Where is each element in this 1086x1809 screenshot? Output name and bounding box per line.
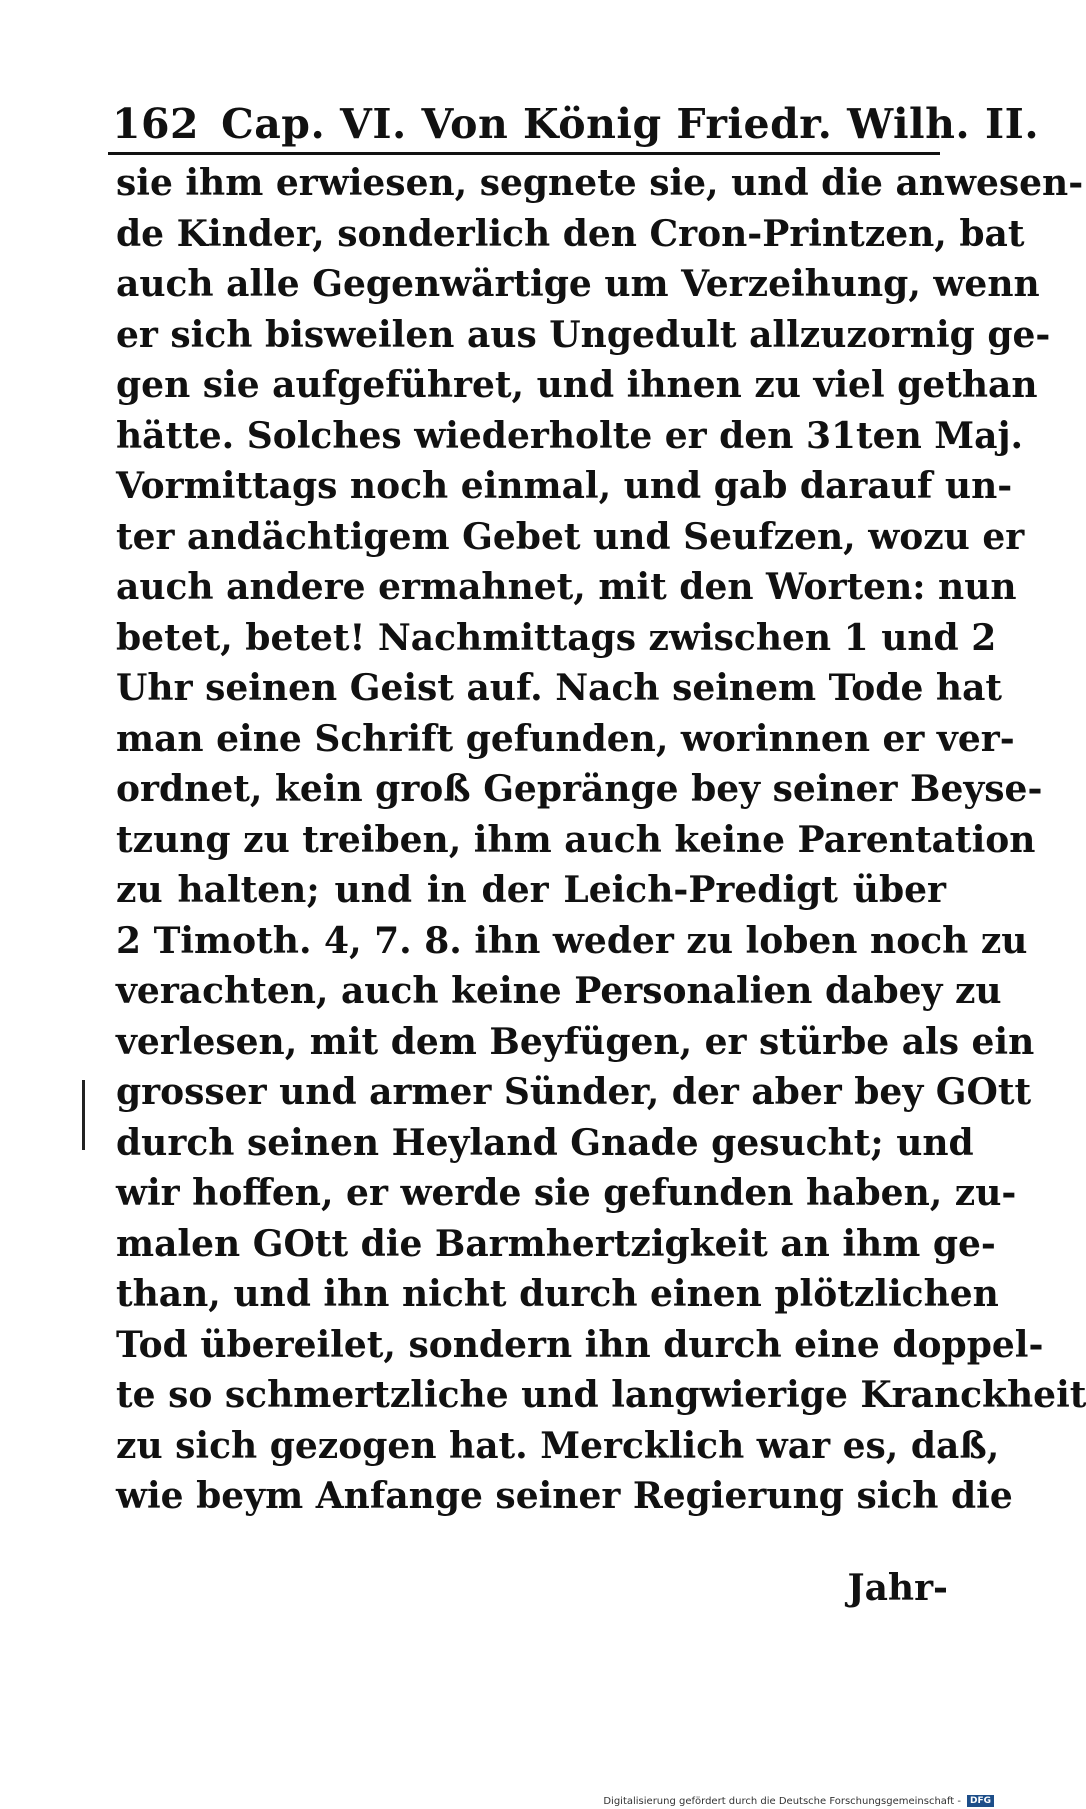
text-line: betet, betet! Nachmittags zwischen 1 und 2 — [116, 616, 997, 659]
text-line: er sich bisweilen aus Ungedult allzuzornig ge- — [116, 313, 1051, 356]
text-line: ordnet, kein groß Gepränge bey seiner Beyse- — [116, 768, 1043, 810]
text-line: man eine Schrift gefunden, worinnen er ver- — [116, 717, 1015, 760]
text-line: than, und ihn nicht durch einen plötzlichen — [116, 1273, 999, 1315]
text-line: zu halten; und in der Leich-Predigt über — [116, 869, 946, 911]
text-line: auch andere ermahnet, mit den Worten: nun — [116, 566, 1017, 608]
text-line: 2 Timoth. 4, 7. 8. ihn weder zu loben noch zu — [116, 919, 1028, 962]
page-number: 162 — [112, 100, 200, 148]
page-header — [112, 88, 1040, 148]
text-line: de Kinder, sonderlich den Cron-Printzen, bat — [116, 212, 1025, 255]
footer-credit: Digitalisierung gefördert durch die Deutsche Forschungsgemeinschaft - — [603, 1795, 961, 1807]
text-line: te so schmertzliche und langwierige Kranckheit — [116, 1374, 1086, 1416]
body-text — [116, 158, 1086, 1522]
margin-mark — [82, 1080, 85, 1150]
running-title: Cap. VI. Von König Friedr. Wilh. II. — [221, 100, 1040, 148]
text-line: tzung zu treiben, ihm auch keine Parentation — [116, 818, 1036, 861]
text-line: sie ihm erwiesen, segnete sie, und die anwesen- — [116, 162, 1084, 204]
text-line: zu sich gezogen hat. Mercklich war es, daß, — [116, 1424, 1000, 1467]
header-rule — [108, 152, 940, 155]
text-line: Uhr seinen Geist auf. Nach seinem Tode hat — [116, 667, 1003, 709]
text-line: wie beym Anfange seiner Regierung sich die — [116, 1475, 1013, 1517]
text-line: Vormittags noch einmal, und gab darauf un- — [116, 465, 1013, 507]
text-line: Tod übereilet, sondern ihn durch eine doppel- — [116, 1323, 1044, 1366]
text-line: hätte. Solches wiederholte er den 31ten Maj. — [116, 414, 1024, 457]
text-line: verachten, auch keine Personalien dabey zu — [116, 970, 1002, 1012]
text-line: ter andächtigem Gebet und Seufzen, wozu er — [116, 515, 1025, 558]
text-line: gen sie aufgeführet, und ihnen zu viel gethan — [116, 364, 1038, 406]
dfg-logo: DFG — [967, 1795, 994, 1807]
text-line: grosser und armer Sünder, der aber bey GOtt — [116, 1071, 1032, 1113]
text-line: auch alle Gegenwärtige um Verzeihung, wenn — [116, 263, 1040, 305]
text-line: durch seinen Heyland Gnade gesucht; und — [116, 1121, 974, 1164]
text-line: malen GOtt die Barmhertzigkeit an ihm ge- — [116, 1222, 996, 1265]
catchword: Jahr- — [847, 1567, 948, 1609]
digitization-footer — [603, 1795, 994, 1807]
text-line: verlesen, mit dem Beyfügen, er stürbe als ein — [116, 1020, 1035, 1063]
text-line: wir hoffen, er werde sie gefunden haben, zu- — [116, 1172, 1017, 1214]
